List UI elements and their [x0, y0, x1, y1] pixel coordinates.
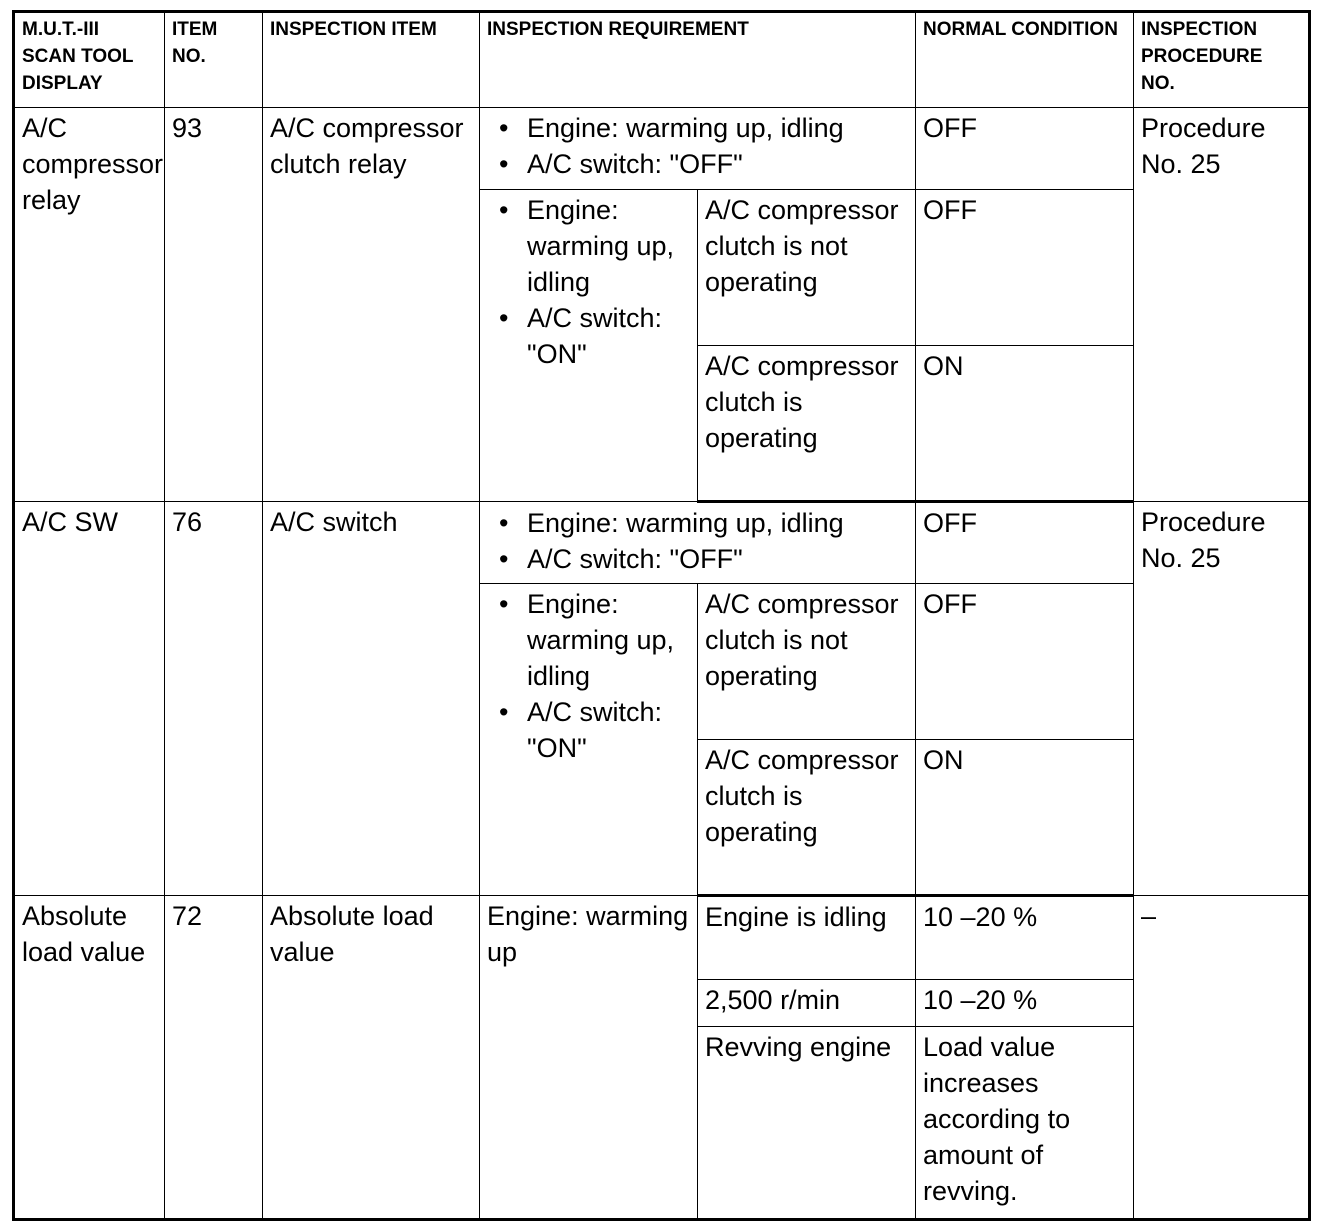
cell-inspection-item: Absolute load value [263, 896, 480, 1220]
cell-item-no: 93 [165, 108, 263, 502]
cell-normal-condition: OFF [916, 108, 1134, 190]
cell-procedure-no: Procedure No. 25 [1134, 108, 1310, 502]
requirement-bullet: • A/C switch: "ON" [527, 300, 690, 372]
cell-sub-condition: Revving engine [698, 1027, 916, 1220]
cell-procedure-no: Procedure No. 25 [1134, 502, 1310, 896]
requirement-bullet: • Engine: warming up, idling [527, 505, 908, 541]
cell-requirement-off [480, 502, 916, 584]
cell-procedure-no: – [1134, 896, 1310, 1220]
requirement-bullet: • A/C switch: "ON" [527, 694, 690, 766]
cell-sub-condition: A/C compressor clutch is operating [698, 740, 916, 896]
header-display: M.U.T.-III SCAN TOOL DISPLAY [14, 12, 165, 108]
cell-display: A/C compressor relay [14, 108, 165, 502]
cell-sub-condition: A/C compressor clutch is not operating [698, 190, 916, 346]
cell-normal-condition: 10 –20 % [916, 896, 1134, 980]
cell-normal-condition: 10 –20 % [916, 980, 1134, 1027]
cell-sub-condition: Engine is idling [698, 896, 916, 980]
header-procedure-no: INSPECTION PROCEDURE NO. [1134, 12, 1310, 108]
cell-requirement-off [480, 108, 916, 190]
header-inspection-requirement: INSPECTION REQUIREMENT [480, 12, 916, 108]
cell-requirement-on [480, 584, 698, 896]
requirement-bullet: • Engine: warming up, idling [527, 192, 690, 300]
cell-item-no: 76 [165, 502, 263, 896]
cell-normal-condition: ON [916, 740, 1134, 896]
cell-inspection-item: A/C compressor clutch relay [263, 108, 480, 502]
requirement-bullet: • Engine: warming up, idling [527, 586, 690, 694]
cell-normal-condition: OFF [916, 502, 1134, 584]
requirement-bullet: • A/C switch: "OFF" [527, 146, 908, 182]
header-normal-condition: NORMAL CONDITION [916, 12, 1134, 108]
cell-inspection-item: A/C switch [263, 502, 480, 896]
cell-item-no: 72 [165, 896, 263, 1220]
requirement-bullet: • Engine: warming up, idling [527, 110, 908, 146]
cell-requirement-on [480, 190, 698, 502]
cell-normal-condition: OFF [916, 190, 1134, 346]
cell-sub-condition: A/C compressor clutch is not operating [698, 584, 916, 740]
cell-normal-condition: Load value increases according to amount of revving. [916, 1027, 1134, 1220]
cell-display: Absolute load value [14, 896, 165, 1220]
cell-normal-condition: OFF [916, 584, 1134, 740]
requirement-bullet: • A/C switch: "OFF" [527, 541, 908, 577]
cell-display: A/C SW [14, 502, 165, 896]
data-list-table [12, 10, 1311, 1221]
cell-requirement: Engine: warming up [480, 896, 698, 1220]
header-item-no: ITEM NO. [165, 12, 263, 108]
header-inspection-item: INSPECTION ITEM [263, 12, 480, 108]
cell-sub-condition: A/C compressor clutch is operating [698, 346, 916, 502]
cell-normal-condition: ON [916, 346, 1134, 502]
cell-sub-condition: 2,500 r/min [698, 980, 916, 1027]
